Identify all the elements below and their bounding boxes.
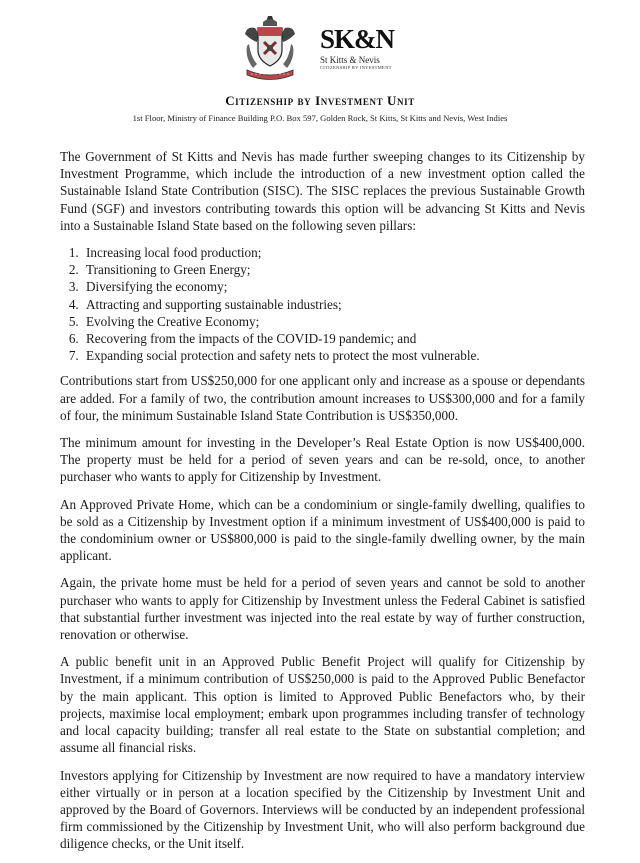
pillar-item: 2. Transitioning to Green Energy; bbox=[82, 261, 585, 278]
logo-country: St Kitts & Nevis bbox=[320, 55, 380, 65]
skn-logo bbox=[320, 24, 400, 71]
real-estate-paragraph: The minimum amount for investing in the Developer’s Real Estate Option is now US$400,000. The property must be held for a period of seven years and can be re-sold, once, to another purchaser who wants to apply for Citizenship by Investment. bbox=[60, 435, 585, 485]
coat-of-arms-emblem bbox=[241, 14, 299, 84]
logo-tagline: CITIZENSHIP BY INVESTMENT bbox=[320, 65, 392, 70]
contributions-paragraph: Contributions start from US$250,000 for one applicant only and increase as a spouse or dependants are added. For a family of two, the contribution amount increases to US$300,000 and for a family of four, the minimum Sustainable Island State Contribution is US$350,000. bbox=[60, 373, 585, 423]
interview-paragraph: Investors applying for Citizenship by Investment are now required to have a mandatory interview either virtually or in person at a location specified by the Citizenship by Investment Unit and approved by the Board of Governors. Interviews will be conducted by an independent professional firm commissioned by the Citizenship by Investment Unit, who will also perform background due diligence checks, or the Unit itself. bbox=[60, 767, 585, 852]
resale-paragraph: Again, the private home must be held for a period of seven years and cannot be sold to another purchaser who wants to apply for Citizenship by Investment unless the Federal Cabinet is satisfied that substantial further investment was injected into the real estate by way of further construction, renovation or otherwise. bbox=[60, 575, 585, 643]
pillars-list bbox=[60, 244, 585, 364]
pillar-item: 1. Increasing local food production; bbox=[82, 244, 585, 261]
pillar-item: 7. Expanding social protection and safety nets to protect the most vulnerable. bbox=[82, 347, 585, 364]
public-benefit-paragraph: A public benefit unit in an Approved Public Benefit Project will qualify for Citizenship by Investment, if a minimum contribution of US$250,000 is paid to the Approved Public Benefactor by the main applicant. This option is limited to Approved Public Benefactors who, by their projects, maximise local employment; embark upon programmes including transfer of technology and local capacity building; transfer all real estate to the State on substantial completion; and assume all financial risks. bbox=[60, 654, 585, 756]
private-home-paragraph: An Approved Private Home, which can be a condominium or single-family dwelling, qualifies to be sold as a Citizenship by Investment option if a minimum investment of US$400,000 is paid to the condominium owner or US$800,000 is paid to the single-family dwelling owner, by the main applicant. bbox=[60, 496, 585, 564]
logo-mark: SK&N bbox=[320, 24, 395, 54]
letter-body bbox=[60, 148, 585, 863]
intro-paragraph: The Government of St Kitts and Nevis has made further sweeping changes to its Citizenship by Investment Programme, which include the introduction of a new investment option called the Sustainable Island State Contribution (SISC). The SISC replaces the previous Sustainable Growth Fund (SGF) and investors contributing towards this option will be advancing St Kitts and Nevis into a Sustainable Island State based on the following seven pillars: bbox=[60, 149, 585, 233]
pillar-item: 6. Recovering from the impacts of the COVID-19 pandemic; and bbox=[82, 330, 585, 347]
pillar-item: 5. Evolving the Creative Economy; bbox=[82, 313, 585, 330]
pillar-item: 4. Attracting and supporting sustainable industries; bbox=[82, 296, 585, 313]
address-line: 1st Floor, Ministry of Finance Building P.O. Box 597, Golden Rock, St Kitts, St Kitts and Nevis, West Indies bbox=[132, 113, 508, 123]
unit-title: Citizenship by Investment Unit bbox=[225, 93, 415, 108]
pillar-item: 3. Diversifying the economy; bbox=[82, 278, 585, 295]
